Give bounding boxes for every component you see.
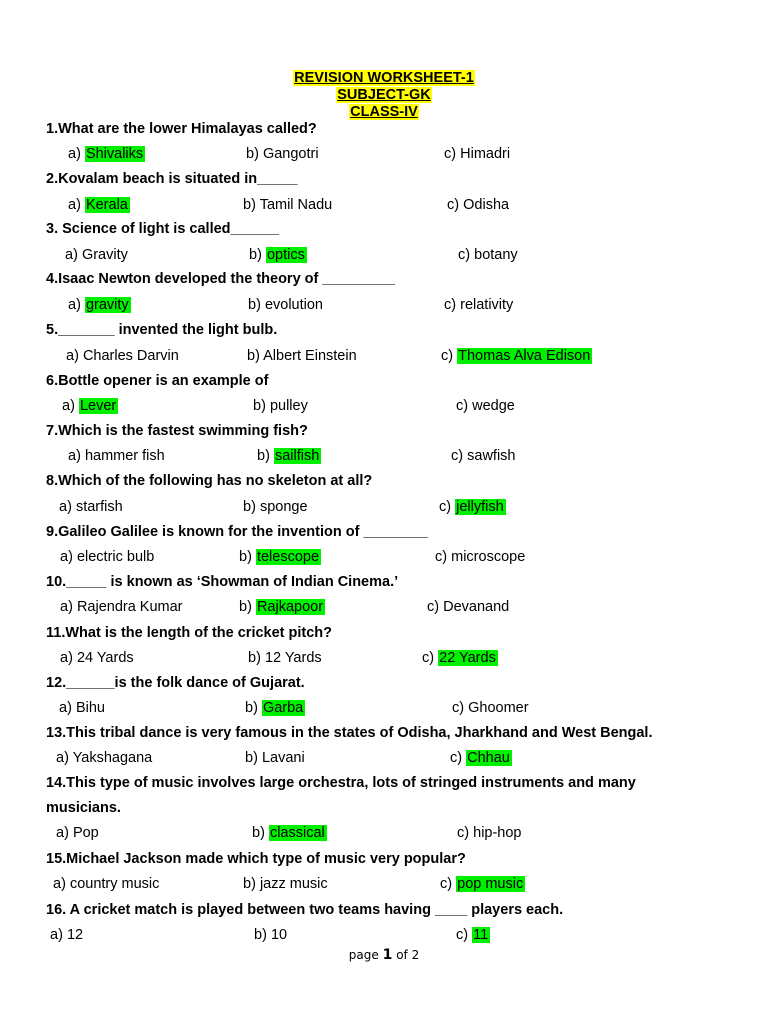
page-footer: page 1 of 2 xyxy=(348,947,420,963)
answer-option xyxy=(246,146,319,162)
option-label: b) xyxy=(246,146,259,162)
option-label: c) xyxy=(456,927,469,943)
answer-option xyxy=(50,927,83,943)
option-label: c) xyxy=(444,297,457,313)
answer-option xyxy=(422,650,498,666)
option-text: Bihu xyxy=(75,700,105,716)
answer-option xyxy=(243,197,332,213)
correct-answer-highlight: Rajkapoor xyxy=(256,599,324,615)
question-text: 2.Kovalam beach is situated in_____ xyxy=(46,171,298,187)
answer-option xyxy=(60,549,154,565)
option-text: country music xyxy=(69,876,160,892)
option-text: 12 Yards xyxy=(264,650,322,666)
question-text: 8.Which of the following has no skeleton at all? xyxy=(46,473,373,489)
answer-option xyxy=(248,297,323,313)
option-label: a) xyxy=(68,146,81,162)
option-label: b) xyxy=(254,927,267,943)
question-text: 3. Science of light is called______ xyxy=(46,221,279,237)
option-label: b) xyxy=(247,348,260,364)
answer-option xyxy=(68,297,131,313)
correct-answer-highlight: Lever xyxy=(79,398,117,414)
worksheet-subject: SUBJECT-GK xyxy=(337,87,431,103)
option-label: a) xyxy=(59,700,72,716)
question-text: 1.What are the lower Himalayas called? xyxy=(46,121,317,137)
option-label: c) xyxy=(427,599,440,615)
option-text: relativity xyxy=(460,297,514,313)
option-text: hammer fish xyxy=(84,448,165,464)
option-label: b) xyxy=(248,297,261,313)
option-label: b) xyxy=(248,650,261,666)
correct-answer-highlight: Thomas Alva Edison xyxy=(458,348,591,364)
answer-option xyxy=(56,825,99,841)
answer-option xyxy=(440,876,525,892)
option-text: Charles Darvin xyxy=(82,348,179,364)
answer-option xyxy=(444,297,513,313)
option-label: c) xyxy=(435,549,448,565)
correct-answer-highlight: Chhau xyxy=(467,750,510,766)
option-text: 10 xyxy=(270,927,288,943)
option-label: a) xyxy=(62,398,75,414)
option-label: a) xyxy=(56,825,69,841)
option-label: b) xyxy=(245,750,258,766)
answer-option xyxy=(53,876,159,892)
correct-answer-highlight: Kerala xyxy=(85,197,128,213)
correct-answer-highlight: gravity xyxy=(85,297,129,313)
answer-option xyxy=(253,398,308,414)
option-text: botany xyxy=(474,247,518,263)
answer-option xyxy=(450,750,512,766)
answer-option xyxy=(245,700,305,716)
answer-option xyxy=(245,750,305,766)
question-text: 9.Galileo Galilee is known for the invention of ________ xyxy=(46,524,428,540)
option-text: Albert Einstein xyxy=(263,348,357,364)
answer-option xyxy=(257,448,321,464)
correct-answer-highlight: jellyfish xyxy=(456,499,504,515)
answer-option xyxy=(458,247,518,263)
correct-answer-highlight: 22 Yards xyxy=(439,650,496,666)
question-text: 11.What is the length of the cricket pitch? xyxy=(46,625,333,641)
answer-option xyxy=(452,700,529,716)
option-label: a) xyxy=(59,499,72,515)
answer-option xyxy=(239,549,321,565)
option-label: b) xyxy=(252,825,265,841)
answer-option xyxy=(435,549,525,565)
worksheet-class: CLASS-IV xyxy=(350,104,418,120)
question-text: 5._______ invented the light bulb. xyxy=(46,322,278,338)
correct-answer-highlight: classical xyxy=(269,825,325,841)
question-text: 4.Isaac Newton developed the theory of _________ xyxy=(46,271,395,287)
answer-option xyxy=(248,650,322,666)
option-text: hip-hop xyxy=(473,825,522,841)
option-label: b) xyxy=(239,549,252,565)
option-text: evolution xyxy=(264,297,323,313)
option-label: b) xyxy=(253,398,266,414)
option-label: a) xyxy=(60,549,73,565)
answer-option xyxy=(62,398,118,414)
option-label: a) xyxy=(68,297,81,313)
question-text: 10._____ is known as ‘Showman of Indian Cinema.’ xyxy=(46,574,399,590)
option-text: Yakshagana xyxy=(72,750,153,766)
answer-option xyxy=(65,247,128,263)
option-text: wedge xyxy=(472,398,515,414)
option-text: Odisha xyxy=(463,197,510,213)
option-text: Himadri xyxy=(460,146,511,162)
answer-option xyxy=(447,197,509,213)
option-text: Gangotri xyxy=(262,146,319,162)
option-text: Ghoomer xyxy=(468,700,529,716)
answer-option xyxy=(239,599,325,615)
option-label: c) xyxy=(444,146,457,162)
option-text: Pop xyxy=(72,825,99,841)
answer-option xyxy=(243,876,328,892)
answer-option xyxy=(252,825,327,841)
option-text: Rajendra Kumar xyxy=(76,599,183,615)
option-text: 12 xyxy=(66,927,84,943)
option-label: c) xyxy=(452,700,465,716)
option-text: Lavani xyxy=(261,750,305,766)
answer-option xyxy=(247,348,357,364)
option-label: a) xyxy=(66,348,79,364)
worksheet-title: REVISION WORKSHEET-1 xyxy=(294,70,474,86)
option-label: a) xyxy=(68,448,81,464)
question-text: 13.This tribal dance is very famous in the states of Odisha, Jharkhand and West Bengal. xyxy=(46,725,653,741)
option-label: b) xyxy=(239,599,252,615)
option-text: microscope xyxy=(451,549,526,565)
answer-option xyxy=(243,499,308,515)
option-label: b) xyxy=(243,876,256,892)
option-label: a) xyxy=(50,927,63,943)
option-label: b) xyxy=(245,700,258,716)
option-label: a) xyxy=(56,750,69,766)
option-label: a) xyxy=(68,197,81,213)
option-label: c) xyxy=(440,876,453,892)
question-text: 7.Which is the fastest swimming fish? xyxy=(46,423,308,439)
option-label: b) xyxy=(257,448,270,464)
option-text: Devanand xyxy=(443,599,510,615)
answer-option xyxy=(249,247,307,263)
option-text: Tamil Nadu xyxy=(259,197,333,213)
correct-answer-highlight: optics xyxy=(266,247,305,263)
option-label: b) xyxy=(249,247,262,263)
option-label: c) xyxy=(451,448,464,464)
correct-answer-highlight: Garba xyxy=(262,700,304,716)
option-label: c) xyxy=(441,348,454,364)
option-label: a) xyxy=(53,876,66,892)
option-label: b) xyxy=(243,197,256,213)
answer-option xyxy=(68,146,145,162)
option-label: c) xyxy=(439,499,452,515)
answer-option xyxy=(427,599,509,615)
answer-option xyxy=(59,499,123,515)
option-label: c) xyxy=(456,398,469,414)
option-label: b) xyxy=(243,499,256,515)
option-label: a) xyxy=(65,247,78,263)
answer-option xyxy=(456,398,515,414)
option-label: c) xyxy=(458,247,471,263)
answer-option xyxy=(451,448,515,464)
correct-answer-highlight: Shivaliks xyxy=(85,146,144,162)
option-text: 24 Yards xyxy=(76,650,134,666)
question-text: 14.This type of music involves large orchestra, lots of stringed instruments and many xyxy=(46,775,636,791)
correct-answer-highlight: 11 xyxy=(473,927,489,943)
question-text: 12.______is the folk dance of Gujarat. xyxy=(46,675,305,691)
option-label: a) xyxy=(60,650,73,666)
correct-answer-highlight: sailfish xyxy=(274,448,320,464)
answer-option xyxy=(254,927,287,943)
question-text-continued: musicians. xyxy=(46,800,121,816)
answer-option xyxy=(60,650,134,666)
option-text: electric bulb xyxy=(76,549,155,565)
option-text: sponge xyxy=(259,499,308,515)
option-text: jazz music xyxy=(259,876,328,892)
answer-option xyxy=(457,825,522,841)
answer-option xyxy=(56,750,152,766)
answer-option xyxy=(456,927,490,943)
option-label: c) xyxy=(422,650,435,666)
option-label: c) xyxy=(447,197,460,213)
question-text: 16. A cricket match is played between two teams having ____ players each. xyxy=(46,902,564,918)
answer-option xyxy=(66,348,179,364)
question-text: 6.Bottle opener is an example of xyxy=(46,373,269,389)
option-label: c) xyxy=(450,750,463,766)
answer-option xyxy=(68,197,130,213)
question-text: 15.Michael Jackson made which type of music very popular? xyxy=(46,851,466,867)
answer-option xyxy=(60,599,183,615)
answer-option xyxy=(439,499,506,515)
answer-option xyxy=(59,700,105,716)
answer-option xyxy=(68,448,165,464)
option-text: starfish xyxy=(75,499,123,515)
option-text: sawfish xyxy=(467,448,516,464)
correct-answer-highlight: telescope xyxy=(256,549,320,565)
answer-option xyxy=(441,348,592,364)
option-label: c) xyxy=(457,825,470,841)
option-text: Gravity xyxy=(81,247,128,263)
answer-option xyxy=(444,146,510,162)
correct-answer-highlight: pop music xyxy=(457,876,524,892)
option-text: pulley xyxy=(269,398,308,414)
option-label: a) xyxy=(60,599,73,615)
